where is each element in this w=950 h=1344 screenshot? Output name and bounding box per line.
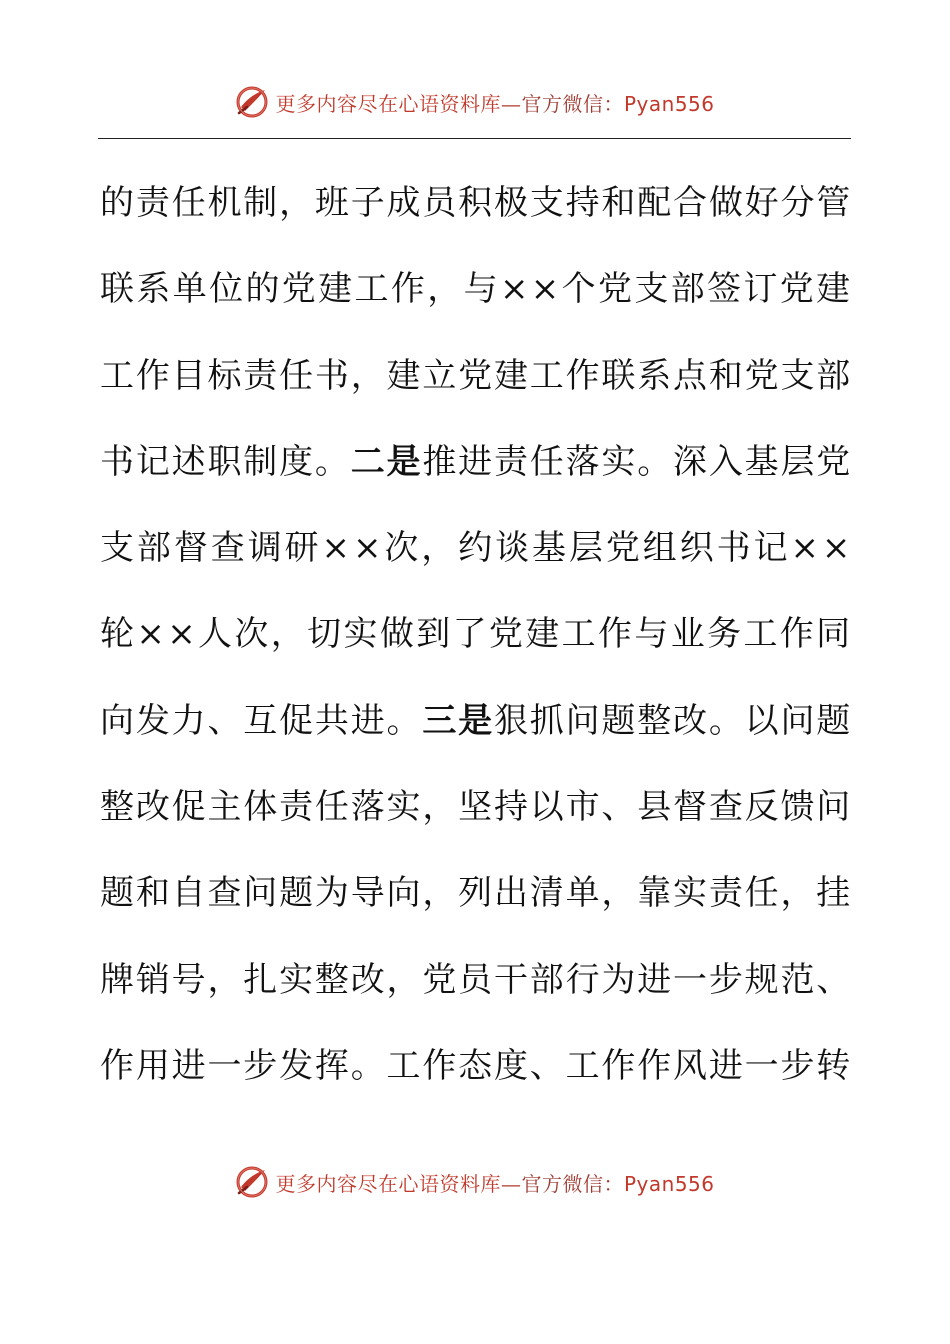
text-char: 记 xyxy=(753,528,790,569)
text-char: 扎 xyxy=(243,959,279,1000)
text-char: 整 xyxy=(637,700,673,741)
text-char: 责 xyxy=(243,355,279,396)
text-char: 步 xyxy=(243,1045,279,1086)
text-char: 步 xyxy=(780,1045,817,1086)
text-char: 为 xyxy=(314,873,351,914)
text-char: 支 xyxy=(529,183,566,223)
text-char: 党 xyxy=(458,355,494,396)
text-char: 干 xyxy=(493,959,530,1000)
text-char: 点 xyxy=(673,355,709,396)
watermark-brand xyxy=(235,1165,714,1199)
text-char: 做 xyxy=(379,614,416,655)
text-char: 自 xyxy=(171,873,208,914)
text-char: 向 xyxy=(100,700,136,741)
text-char: 基 xyxy=(744,441,781,482)
text-char: 次 xyxy=(384,528,420,569)
text-char: 持 xyxy=(565,183,602,223)
text-char: 督 xyxy=(673,787,709,828)
text-char: ， xyxy=(207,959,244,1000)
text-char: 工 xyxy=(354,269,391,310)
text-char: ， xyxy=(421,528,457,569)
text-char: 作 xyxy=(135,355,172,396)
text-char: 建 xyxy=(493,355,530,396)
text-char: 支 xyxy=(100,528,136,569)
text-char: 。 xyxy=(386,700,423,741)
text-char: 务 xyxy=(707,614,743,655)
text-char: 改 xyxy=(135,787,172,828)
text-char: 作 xyxy=(779,614,816,655)
text-char: 与 xyxy=(463,269,500,310)
text-char: 进 xyxy=(350,700,387,741)
text-char: 狠 xyxy=(493,700,530,741)
text-char: 为 xyxy=(601,959,637,1000)
text-char: 次 xyxy=(234,614,271,655)
text-char: 责 xyxy=(135,183,172,223)
watermark-dash: — xyxy=(500,91,522,116)
text-char: 配 xyxy=(637,183,673,223)
text-char: 落 xyxy=(350,787,387,828)
text-char: 体 xyxy=(243,787,279,828)
text-char: 建 xyxy=(318,269,354,310)
text-char: 挂 xyxy=(816,873,852,914)
text-char: 任 xyxy=(279,355,315,396)
text-char: 党 xyxy=(281,269,318,310)
text-char: 实 xyxy=(386,787,423,828)
text-char: 态 xyxy=(458,1045,494,1086)
text-line xyxy=(100,937,852,1023)
text-char: 进 xyxy=(171,1045,208,1086)
text-char: ， xyxy=(350,355,387,396)
text-char: 联 xyxy=(601,355,637,396)
text-char: 立 xyxy=(422,355,458,396)
text-char: 到 xyxy=(416,614,452,655)
text-char: 和 xyxy=(708,355,745,396)
text-char: 导 xyxy=(350,873,387,914)
text-char: 党 xyxy=(488,614,525,655)
text-char: 层 xyxy=(780,441,817,482)
text-char: 销 xyxy=(135,959,172,1000)
text-char: 发 xyxy=(279,1045,315,1086)
text-char: 题 xyxy=(279,873,315,914)
text-char: 和 xyxy=(135,873,172,914)
text-line xyxy=(100,160,852,246)
text-line xyxy=(100,246,852,332)
text-char: 工 xyxy=(100,355,136,396)
text-char: × xyxy=(167,614,198,655)
text-char: 一 xyxy=(207,1045,244,1086)
text-char: 号 xyxy=(171,959,208,1000)
text-char: 推 xyxy=(422,441,458,482)
text-char: 调 xyxy=(247,528,284,569)
text-char: 单 xyxy=(565,873,602,914)
text-char: 作 xyxy=(422,1045,458,1086)
bold-char: 是 xyxy=(386,441,423,482)
text-char: 基 xyxy=(532,528,568,569)
text-char: × xyxy=(790,528,821,569)
text-char: 查 xyxy=(708,787,745,828)
header-divider xyxy=(98,138,851,139)
text-line xyxy=(100,505,852,591)
text-char: 党 xyxy=(816,441,852,482)
text-char: 范 xyxy=(780,959,817,1000)
text-char: 员 xyxy=(422,183,458,223)
text-char: 的 xyxy=(100,183,136,223)
text-char: 系 xyxy=(136,269,172,310)
text-char: 部 xyxy=(136,528,173,569)
text-char: 建 xyxy=(386,355,423,396)
text-char: 目 xyxy=(171,355,208,396)
text-char: 订 xyxy=(743,269,780,310)
text-char: 党 xyxy=(598,269,634,310)
text-char: 互 xyxy=(243,700,279,741)
text-char: 个 xyxy=(561,269,598,310)
text-char: 任 xyxy=(744,873,781,914)
text-char: 述 xyxy=(171,441,208,482)
text-char: ， xyxy=(386,959,423,1000)
text-char: 作 xyxy=(637,1045,673,1086)
text-char: 的 xyxy=(245,269,282,310)
text-char: 抓 xyxy=(529,700,566,741)
text-char: 、 xyxy=(207,700,244,741)
text-char: 职 xyxy=(207,441,244,482)
text-char: 人 xyxy=(198,614,234,655)
text-char: 问 xyxy=(243,873,279,914)
text-char: 系 xyxy=(637,355,673,396)
text-char: 转 xyxy=(816,1045,852,1086)
text-char: 用 xyxy=(135,1045,172,1086)
text-char: 党 xyxy=(779,269,816,310)
text-line xyxy=(100,333,852,419)
text-char: 作 xyxy=(390,269,427,310)
text-line xyxy=(100,764,852,850)
text-char: 发 xyxy=(135,700,172,741)
text-char: 制 xyxy=(243,183,279,223)
text-char: 查 xyxy=(207,873,244,914)
document-body xyxy=(100,160,852,1109)
text-char: 、 xyxy=(529,1045,566,1086)
text-char: × xyxy=(321,528,352,569)
text-char: 部 xyxy=(816,355,852,396)
text-char: 督 xyxy=(173,528,210,569)
text-char: 责 xyxy=(279,787,315,828)
text-char: ， xyxy=(279,183,315,223)
watermark-account: Pyan556 xyxy=(623,1171,715,1196)
watermark-text xyxy=(275,88,714,117)
text-char: 层 xyxy=(568,528,605,569)
text-char: 分 xyxy=(780,183,817,223)
text-char: 持 xyxy=(493,787,530,828)
text-line xyxy=(100,419,852,505)
watermark-wechat-label: 官方微信： xyxy=(521,1171,624,1196)
text-char: ， xyxy=(270,614,307,655)
text-line xyxy=(100,591,852,677)
text-char: 牌 xyxy=(100,959,136,1000)
text-char: 进 xyxy=(458,441,494,482)
text-char: 风 xyxy=(673,1045,709,1086)
text-char: 标 xyxy=(207,355,244,396)
text-char: 工 xyxy=(561,614,598,655)
text-char: 谈 xyxy=(495,528,531,569)
text-char: 业 xyxy=(670,614,707,655)
page-footer xyxy=(0,1162,950,1202)
text-char: 共 xyxy=(314,700,351,741)
text-char: 支 xyxy=(780,355,817,396)
text-char: ， xyxy=(427,269,463,310)
text-char: 入 xyxy=(708,441,745,482)
watermark-text xyxy=(275,1168,714,1197)
text-char: 作 xyxy=(100,1045,136,1086)
text-char: 织 xyxy=(679,528,716,569)
text-char: 题 xyxy=(601,700,637,741)
text-char: 实 xyxy=(601,441,637,482)
text-char: 支 xyxy=(634,269,670,310)
text-char: 。 xyxy=(708,700,745,741)
text-char: 制 xyxy=(243,441,279,482)
text-char: 作 xyxy=(601,1045,637,1086)
text-char: 馈 xyxy=(780,787,817,828)
text-char: 落 xyxy=(565,441,602,482)
text-char: 任 xyxy=(529,441,566,482)
text-char: 查 xyxy=(210,528,247,569)
text-char: 单 xyxy=(172,269,209,310)
text-char: 约 xyxy=(458,528,494,569)
page-header xyxy=(0,82,950,122)
text-char: 靠 xyxy=(637,873,673,914)
watermark-brand-name: 更多内容尽在心语资料库 xyxy=(275,1171,501,1196)
text-line xyxy=(100,1023,852,1109)
text-char: 改 xyxy=(350,959,387,1000)
text-char: 切 xyxy=(307,614,343,655)
text-char: 记 xyxy=(135,441,172,482)
text-char: 任 xyxy=(171,183,208,223)
text-char: 促 xyxy=(171,787,208,828)
text-char: 、 xyxy=(816,959,852,1000)
text-char: 。 xyxy=(314,441,351,482)
text-char: 党 xyxy=(605,528,642,569)
text-char: 任 xyxy=(314,787,351,828)
text-char: 、 xyxy=(601,787,637,828)
quill-logo-icon xyxy=(235,1165,269,1199)
text-char: 整 xyxy=(314,959,351,1000)
text-char: 书 xyxy=(314,355,351,396)
watermark-account: Pyan556 xyxy=(623,91,715,116)
text-char: 规 xyxy=(744,959,781,1000)
text-char: 了 xyxy=(452,614,489,655)
text-char: × xyxy=(136,614,167,655)
text-char: 整 xyxy=(100,787,136,828)
text-char: 书 xyxy=(716,528,753,569)
text-char: 以 xyxy=(744,700,781,741)
text-char: 度 xyxy=(279,441,315,482)
watermark-brand-name: 更多内容尽在心语资料库 xyxy=(275,91,501,116)
text-char: 作 xyxy=(598,614,634,655)
watermark-wechat-label: 官方微信： xyxy=(521,91,624,116)
text-char: 极 xyxy=(493,183,530,223)
text-char: 力 xyxy=(171,700,208,741)
text-char: 主 xyxy=(207,787,244,828)
text-char: 清 xyxy=(529,873,566,914)
text-char: 建 xyxy=(816,269,852,310)
bold-char: 二 xyxy=(350,441,387,482)
text-char: 促 xyxy=(279,700,315,741)
text-char: 部 xyxy=(670,269,707,310)
text-char: 步 xyxy=(708,959,745,1000)
text-char: 进 xyxy=(637,959,673,1000)
text-char: 问 xyxy=(565,700,602,741)
text-char: 一 xyxy=(744,1045,781,1086)
text-char: 改 xyxy=(673,700,709,741)
text-char: 做 xyxy=(708,183,745,223)
text-char: 市 xyxy=(565,787,602,828)
text-char: 进 xyxy=(708,1045,745,1086)
text-char: 列 xyxy=(458,873,494,914)
text-char: 题 xyxy=(816,700,852,741)
text-char: 机 xyxy=(207,183,244,223)
text-char: ， xyxy=(601,873,637,914)
bold-char: 是 xyxy=(458,700,494,741)
text-char: 度 xyxy=(493,1045,530,1086)
text-char: 反 xyxy=(744,787,781,828)
text-char: 研 xyxy=(284,528,321,569)
text-char: 员 xyxy=(458,959,494,1000)
watermark-dash: — xyxy=(500,1171,522,1196)
text-char: 。 xyxy=(637,441,673,482)
text-char: ， xyxy=(422,873,458,914)
text-line xyxy=(100,678,852,764)
text-char: 签 xyxy=(707,269,743,310)
text-char: 问 xyxy=(780,700,817,741)
text-line xyxy=(100,850,852,936)
text-char: 题 xyxy=(100,873,136,914)
watermark-brand xyxy=(235,85,714,119)
text-char: 出 xyxy=(493,873,530,914)
text-char: × xyxy=(499,269,531,310)
text-char: 深 xyxy=(673,441,709,482)
text-char: 班 xyxy=(314,183,351,223)
text-char: 党 xyxy=(422,959,458,1000)
text-char: 好 xyxy=(744,183,781,223)
quill-logo-icon xyxy=(235,85,269,119)
text-char: 工 xyxy=(565,1045,602,1086)
text-char: 工 xyxy=(529,355,566,396)
text-char: × xyxy=(352,528,384,569)
text-char: 责 xyxy=(708,873,745,914)
text-char: 轮 xyxy=(100,614,136,655)
text-char: × xyxy=(530,269,561,310)
text-char: 部 xyxy=(529,959,566,1000)
text-char: 实 xyxy=(343,614,380,655)
text-char: 挥 xyxy=(314,1045,351,1086)
text-char: × xyxy=(821,528,852,569)
text-char: ， xyxy=(422,787,458,828)
text-char: 与 xyxy=(634,614,670,655)
text-char: 实 xyxy=(279,959,315,1000)
text-char: 成 xyxy=(386,183,423,223)
text-char: 合 xyxy=(673,183,709,223)
text-char: 同 xyxy=(816,614,852,655)
text-char: 以 xyxy=(529,787,566,828)
text-char: 作 xyxy=(565,355,602,396)
text-char: ， xyxy=(780,873,817,914)
text-char: 书 xyxy=(100,441,136,482)
text-char: 一 xyxy=(673,959,709,1000)
text-char: 责 xyxy=(493,441,530,482)
text-char: 管 xyxy=(816,183,852,223)
text-char: 组 xyxy=(642,528,679,569)
text-char: 积 xyxy=(458,183,494,223)
text-char: 向 xyxy=(386,873,423,914)
text-char: 位 xyxy=(209,269,245,310)
text-char: 县 xyxy=(637,787,673,828)
text-char: 行 xyxy=(565,959,602,1000)
text-char: 工 xyxy=(743,614,780,655)
text-char: 建 xyxy=(525,614,561,655)
text-char: 和 xyxy=(601,183,637,223)
text-char: 实 xyxy=(673,873,709,914)
text-char: 问 xyxy=(816,787,852,828)
text-char: 。 xyxy=(350,1045,387,1086)
text-char: 子 xyxy=(350,183,387,223)
text-char: 工 xyxy=(386,1045,423,1086)
bold-char: 三 xyxy=(422,700,458,741)
text-char: 坚 xyxy=(458,787,494,828)
text-char: 联 xyxy=(100,269,136,310)
text-char: 党 xyxy=(744,355,781,396)
